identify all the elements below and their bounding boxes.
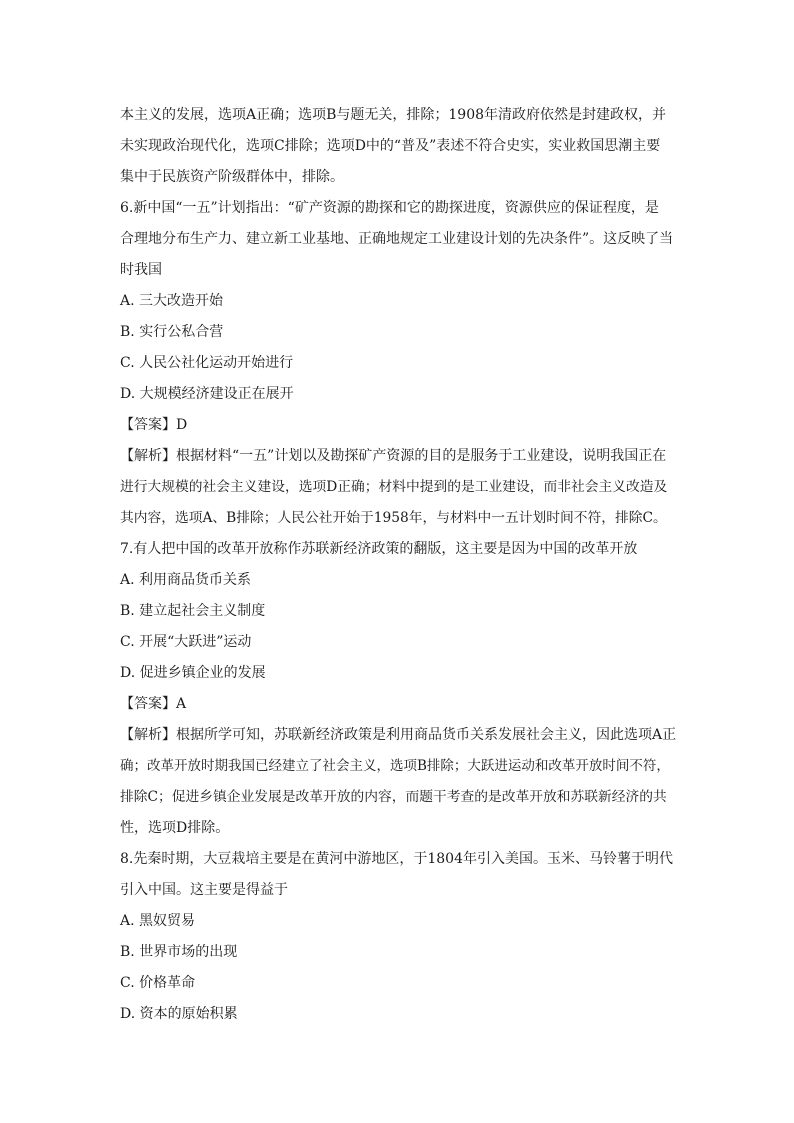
- question-7-analysis: 性，选项D排除。: [120, 820, 230, 836]
- question-7-analysis: 【解析】根据所学可知，苏联新经济政策是利用商品货币关系发展社会主义，因此选项A正: [120, 727, 677, 743]
- question-6-option-d: D. 大规模经济建设正在展开: [120, 386, 294, 402]
- question-6-option-b: B. 实行公私合营: [120, 324, 224, 340]
- question-7-analysis: 确；改革开放时期我国已经建立了社会主义，选项B排除；大跃进运动和改革开放时间不符，: [120, 758, 670, 774]
- question-6-stem: 时我国: [120, 262, 162, 278]
- question-6-option-c: C. 人民公社化运动开始进行: [120, 355, 294, 371]
- question-6-stem: 合理地分布生产力、建立新工业基地、正确地规定工业建设计划的先决条件”。这反映了当: [120, 231, 674, 247]
- document-body: [120, 100, 676, 1030]
- question-8-stem: 引入中国。这主要是得益于: [120, 882, 288, 898]
- question-8-option-b: B. 世界市场的出现: [120, 944, 238, 960]
- question-6-analysis: 其内容，选项A、B排除；人民公社开始于1958年，与材料中一五计划时间不符，排除C。: [120, 510, 667, 526]
- question-7-option-c: C. 开展“大跃进”运动: [120, 634, 252, 650]
- question-8-option-a: A. 黑奴贸易: [120, 913, 196, 929]
- text-line: 未实现政治现代化，选项C排除；选项D中的“普及”表述不符合史实，实业救国思潮主要: [120, 138, 661, 154]
- question-6-analysis: 进行大规模的社会主义建设，选项D正确；材料中提到的是工业建设，而非社会主义改造及: [120, 479, 668, 495]
- question-7-analysis: 排除C；促进乡镇企业发展是改革开放的内容，而题干考查的是改革开放和苏联新经济的共: [120, 789, 667, 805]
- question-6-analysis: 【解析】根据材料“一五”计划以及勘探矿产资源的目的是服务于工业建设，说明我国正在: [120, 448, 667, 464]
- question-8-option-c: C. 价格革命: [120, 975, 196, 991]
- text-line: 本主义的发展，选项A正确；选项B与题无关，排除；1908年清政府依然是封建政权，并: [120, 107, 667, 123]
- question-7-option-a: A. 利用商品货币关系: [120, 572, 252, 588]
- text-line: 集中于民族资产阶级群体中，排除。: [120, 169, 344, 185]
- question-6-answer: 【答案】D: [120, 417, 188, 433]
- question-7-option-b: B. 建立起社会主义制度: [120, 603, 266, 619]
- question-6-option-a: A. 三大改造开始: [120, 293, 224, 309]
- question-7-stem: 7.有人把中国的改革开放称作苏联新经济政策的翻版，这主要是因为中国的改革开放: [120, 541, 638, 557]
- question-6-stem: 6.新中国“一五”计划指出：“矿产资源的勘探和它的勘探进度，资源供应的保证程度，是: [120, 200, 659, 216]
- question-8-option-d: D. 资本的原始积累: [120, 1006, 238, 1022]
- question-7-option-d: D. 促进乡镇企业的发展: [120, 665, 266, 681]
- question-7-answer: 【答案】A: [120, 696, 187, 712]
- question-8-stem: 8.先秦时期，大豆栽培主要是在黄河中游地区，于1804年引入美国。玉米、马铃薯于明代: [120, 851, 673, 867]
